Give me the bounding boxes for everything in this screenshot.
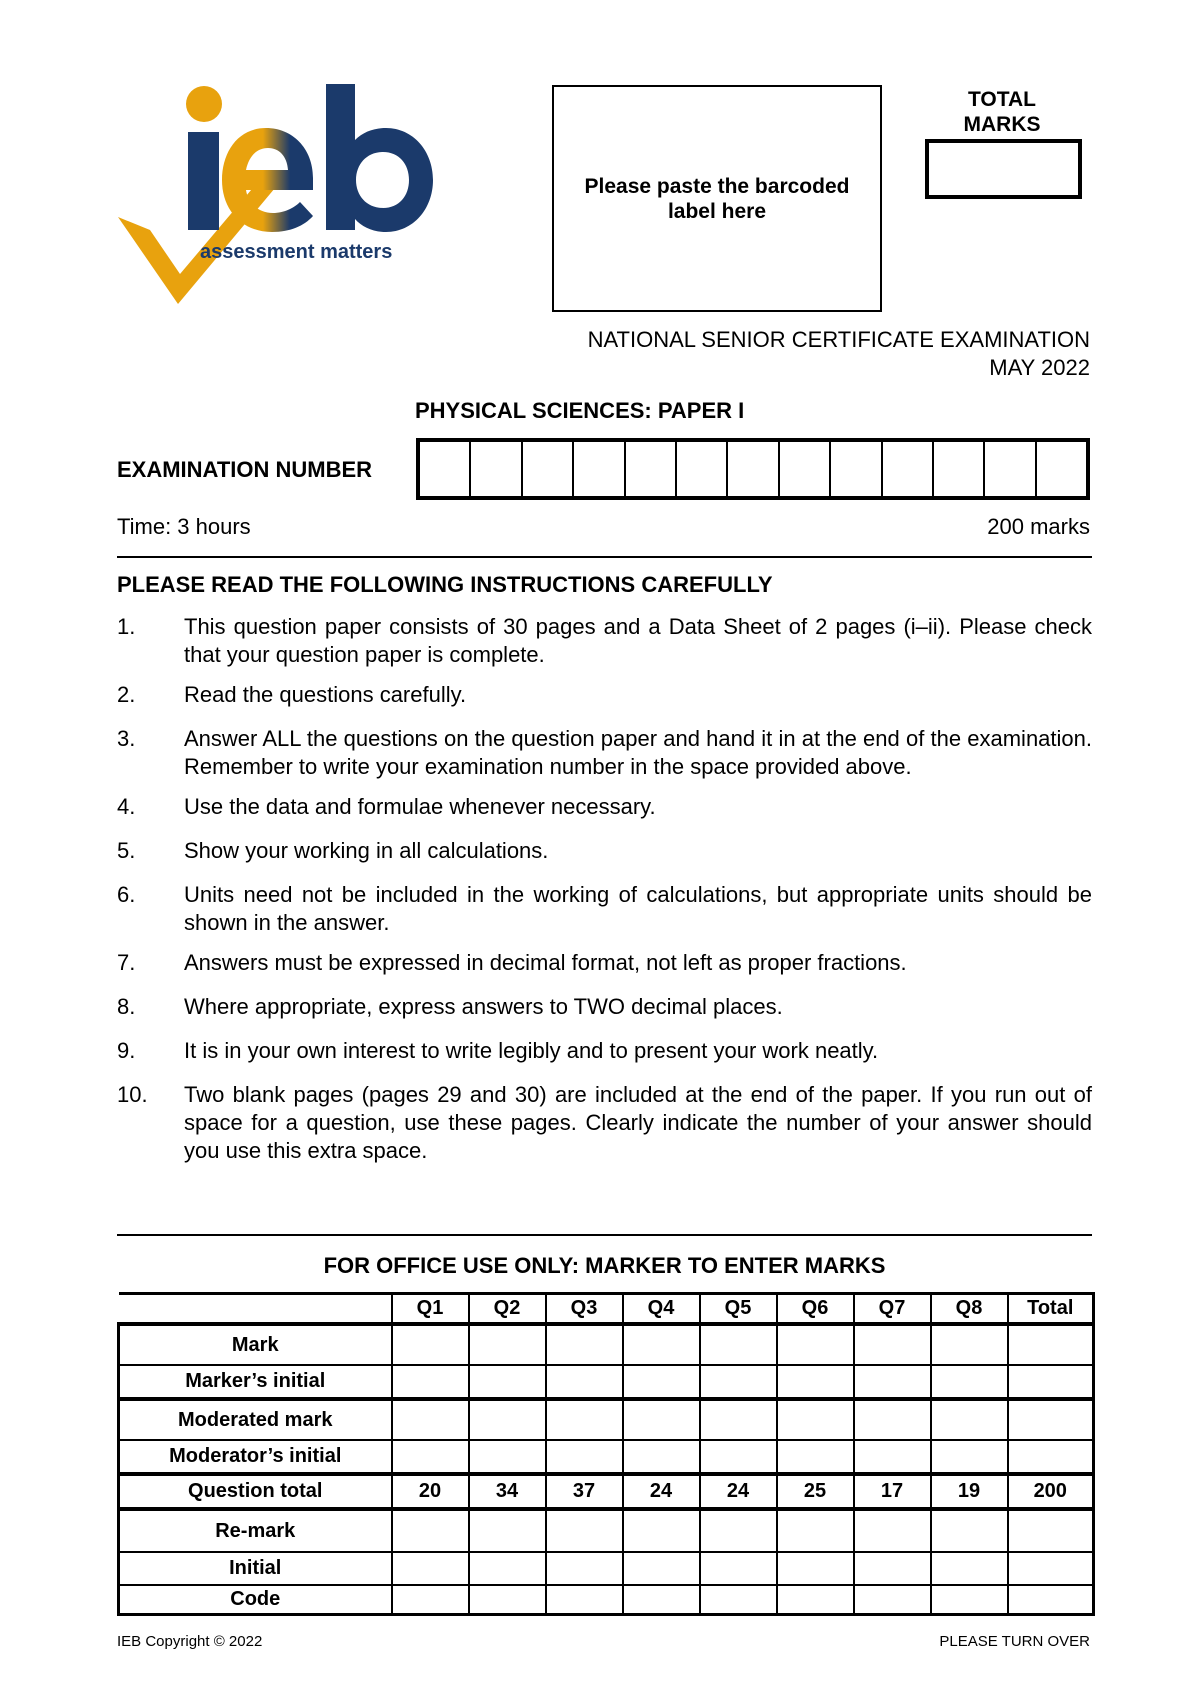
exam-number-cell[interactable]	[829, 442, 880, 496]
exam-number-cell[interactable]	[624, 442, 675, 496]
mark-cell[interactable]	[931, 1365, 1008, 1399]
exam-number-cell[interactable]	[932, 442, 983, 496]
row-label-initial: Initial	[119, 1552, 392, 1585]
mark-cell[interactable]	[777, 1324, 854, 1365]
mark-cell[interactable]	[700, 1585, 777, 1615]
question-total-q8: 19	[931, 1474, 1008, 1509]
mark-cell[interactable]	[392, 1365, 469, 1399]
instruction-text: Units need not be included in the working of calculations, but appropriate units should be shown in the answer.	[184, 882, 1092, 935]
instruction-number: 1.	[117, 614, 136, 639]
instruction-number: 9.	[117, 1038, 136, 1063]
mark-cell[interactable]	[931, 1399, 1008, 1440]
question-total-q1: 20	[392, 1474, 469, 1509]
table-row-mark	[119, 1324, 1094, 1365]
instruction-item	[117, 993, 1092, 1021]
mark-cell[interactable]	[392, 1399, 469, 1440]
row-label-mark: Mark	[119, 1324, 392, 1365]
mark-cell[interactable]	[469, 1440, 546, 1474]
col-header-total: Total	[1008, 1294, 1094, 1325]
instruction-item	[117, 725, 1092, 781]
question-total-q6: 25	[777, 1474, 854, 1509]
instruction-number: 7.	[117, 950, 136, 975]
instruction-item	[117, 1037, 1092, 1065]
exam-number-cell[interactable]	[726, 442, 777, 496]
mark-cell[interactable]	[1008, 1365, 1094, 1399]
mark-cell[interactable]	[623, 1440, 700, 1474]
row-label-question-total: Question total	[119, 1474, 392, 1509]
col-header-q6: Q6	[777, 1294, 854, 1325]
exam-number-cell[interactable]	[420, 442, 469, 496]
instruction-text: Answers must be expressed in decimal format, not left as proper fractions.	[184, 950, 907, 975]
instruction-text: Two blank pages (pages 29 and 30) are included at the end of the paper. If you run out of space for a question, use these pages. Clearly indicate the number of your answer should you use this extra space.	[184, 1082, 1092, 1163]
mark-cell[interactable]	[854, 1365, 931, 1399]
mark-cell[interactable]	[392, 1324, 469, 1365]
mark-cell[interactable]	[469, 1552, 546, 1585]
row-label-remark: Re-mark	[119, 1509, 392, 1552]
table-corner	[119, 1294, 392, 1325]
mark-cell[interactable]	[1008, 1552, 1094, 1585]
instruction-item	[117, 793, 1092, 821]
instruction-item	[117, 681, 1092, 709]
exam-number-grid[interactable]	[416, 438, 1090, 500]
barcode-label-box	[552, 85, 882, 312]
col-header-q7: Q7	[854, 1294, 931, 1325]
mark-cell[interactable]	[854, 1440, 931, 1474]
instruction-number: 4.	[117, 794, 136, 819]
paper-title: PHYSICAL SCIENCES: PAPER I	[415, 398, 745, 423]
mark-cell[interactable]	[931, 1552, 1008, 1585]
col-header-q8: Q8	[931, 1294, 1008, 1325]
instruction-text: Read the questions carefully.	[184, 682, 467, 707]
col-header-q1: Q1	[392, 1294, 469, 1325]
exam-number-cell[interactable]	[983, 442, 1034, 496]
instruction-number: 2.	[117, 682, 136, 707]
instructions-heading: PLEASE READ THE FOLLOWING INSTRUCTIONS CAREFULLY	[117, 572, 773, 597]
table-row-moderators-initial	[119, 1440, 1094, 1474]
exam-number-label: EXAMINATION NUMBER	[117, 457, 373, 482]
mark-cell[interactable]	[469, 1365, 546, 1399]
divider	[117, 1234, 1092, 1236]
footer-turn-over: PLEASE TURN OVER	[939, 1633, 1090, 1650]
question-total-q7: 17	[854, 1474, 931, 1509]
mark-cell[interactable]	[854, 1324, 931, 1365]
table-row-code	[119, 1585, 1094, 1615]
mark-cell[interactable]	[700, 1399, 777, 1440]
instruction-item	[117, 1081, 1092, 1165]
marks-table	[117, 1292, 1095, 1616]
question-total-q3: 37	[546, 1474, 623, 1509]
mark-cell[interactable]	[777, 1440, 854, 1474]
mark-cell[interactable]	[700, 1365, 777, 1399]
exam-number-cell[interactable]	[778, 442, 829, 496]
exam-title: NATIONAL SENIOR CERTIFICATE EXAMINATION	[587, 327, 1090, 352]
row-label-moderators-initial: Moderator’s initial	[119, 1440, 392, 1474]
mark-cell[interactable]	[1008, 1585, 1094, 1615]
mark-cell[interactable]	[392, 1585, 469, 1615]
instruction-number: 3.	[117, 726, 136, 751]
mark-cell[interactable]	[931, 1440, 1008, 1474]
exam-number-cell[interactable]	[572, 442, 623, 496]
mark-cell[interactable]	[1008, 1399, 1094, 1440]
instruction-text: It is in your own interest to write legibly and to present your work neatly.	[184, 1038, 879, 1063]
divider	[117, 556, 1092, 558]
col-header-q5: Q5	[700, 1294, 777, 1325]
ieb-logo	[118, 82, 458, 307]
col-header-q3: Q3	[546, 1294, 623, 1325]
footer-copyright: IEB Copyright © 2022	[117, 1633, 263, 1650]
mark-cell[interactable]	[1008, 1440, 1094, 1474]
instruction-item	[117, 881, 1092, 937]
mark-cell[interactable]	[777, 1552, 854, 1585]
col-header-q4: Q4	[623, 1294, 700, 1325]
mark-cell[interactable]	[854, 1552, 931, 1585]
instruction-number: 10.	[117, 1082, 148, 1107]
mark-cell[interactable]	[700, 1440, 777, 1474]
exam-date: MAY 2022	[989, 355, 1090, 380]
mark-cell[interactable]	[392, 1552, 469, 1585]
instruction-text: Use the data and formulae whenever necessary.	[184, 794, 656, 819]
mark-cell[interactable]	[1008, 1509, 1094, 1552]
mark-cell[interactable]	[777, 1399, 854, 1440]
instruction-number: 5.	[117, 838, 136, 863]
mark-cell[interactable]	[623, 1509, 700, 1552]
question-total-q4: 24	[623, 1474, 700, 1509]
mark-cell[interactable]	[854, 1399, 931, 1440]
mark-cell[interactable]	[546, 1585, 623, 1615]
table-row-remark	[119, 1509, 1094, 1552]
logo-tagline: assessment matters	[200, 241, 393, 263]
mark-cell[interactable]	[392, 1440, 469, 1474]
barcode-label-text: Please paste the barcoded label here	[584, 174, 850, 223]
mark-cell[interactable]	[931, 1509, 1008, 1552]
mark-cell[interactable]	[623, 1585, 700, 1615]
total-marks-label: TOTAL MARKS	[963, 88, 1041, 136]
instruction-item	[117, 837, 1092, 865]
mark-cell[interactable]	[546, 1509, 623, 1552]
instruction-item	[117, 613, 1092, 669]
mark-cell[interactable]	[1008, 1324, 1094, 1365]
exam-number-cell[interactable]	[881, 442, 932, 496]
instruction-text: Where appropriate, express answers to TWO decimal places.	[184, 994, 783, 1019]
mark-cell[interactable]	[931, 1585, 1008, 1615]
mark-cell[interactable]	[469, 1585, 546, 1615]
table-row-markers-initial	[119, 1365, 1094, 1399]
mark-cell[interactable]	[700, 1324, 777, 1365]
total-marks-box[interactable]	[925, 139, 1082, 199]
mark-cell[interactable]	[546, 1399, 623, 1440]
instruction-text: Answer ALL the questions on the question paper and hand it in at the end of the examination. Remember to write your examination number in the space provided above.	[184, 726, 1092, 779]
mark-cell[interactable]	[546, 1440, 623, 1474]
table-row-question-total	[119, 1474, 1094, 1509]
office-use-heading: FOR OFFICE USE ONLY: MARKER TO ENTER MARKS	[323, 1253, 886, 1278]
mark-cell[interactable]	[700, 1552, 777, 1585]
row-label-markers-initial: Marker’s initial	[119, 1365, 392, 1399]
instruction-item	[117, 949, 1092, 977]
table-row-initial	[119, 1552, 1094, 1585]
col-header-q2: Q2	[469, 1294, 546, 1325]
mark-cell[interactable]	[469, 1509, 546, 1552]
table-row-moderated-mark	[119, 1399, 1094, 1440]
instructions-list	[117, 613, 1092, 1165]
mark-cell[interactable]	[854, 1509, 931, 1552]
mark-cell[interactable]	[546, 1552, 623, 1585]
exam-number-cell[interactable]	[1035, 442, 1086, 496]
instruction-number: 6.	[117, 882, 136, 907]
mark-cell[interactable]	[931, 1324, 1008, 1365]
question-total-total: 200	[1008, 1474, 1094, 1509]
question-total-q5: 24	[700, 1474, 777, 1509]
mark-cell[interactable]	[777, 1509, 854, 1552]
exam-number-cell[interactable]	[675, 442, 726, 496]
mark-cell[interactable]	[623, 1324, 700, 1365]
mark-cell[interactable]	[854, 1585, 931, 1615]
mark-cell[interactable]	[623, 1399, 700, 1440]
mark-cell[interactable]	[392, 1509, 469, 1552]
exam-number-cell[interactable]	[469, 442, 520, 496]
instruction-text: This question paper consists of 30 pages and a Data Sheet of 2 pages (i–ii). Please check that your question paper is complete.	[184, 614, 1092, 667]
mark-cell[interactable]	[623, 1552, 700, 1585]
mark-cell[interactable]	[700, 1509, 777, 1552]
mark-cell[interactable]	[469, 1399, 546, 1440]
row-label-code: Code	[119, 1585, 392, 1615]
exam-total-marks: 200 marks	[987, 514, 1090, 539]
mark-cell[interactable]	[777, 1365, 854, 1399]
instruction-number: 8.	[117, 994, 136, 1019]
mark-cell[interactable]	[546, 1365, 623, 1399]
exam-number-cell[interactable]	[521, 442, 572, 496]
mark-cell[interactable]	[546, 1324, 623, 1365]
row-label-moderated-mark: Moderated mark	[119, 1399, 392, 1440]
mark-cell[interactable]	[623, 1365, 700, 1399]
exam-time: Time: 3 hours	[117, 514, 251, 539]
mark-cell[interactable]	[469, 1324, 546, 1365]
mark-cell[interactable]	[777, 1585, 854, 1615]
question-total-q2: 34	[469, 1474, 546, 1509]
instruction-text: Show your working in all calculations.	[184, 838, 549, 863]
